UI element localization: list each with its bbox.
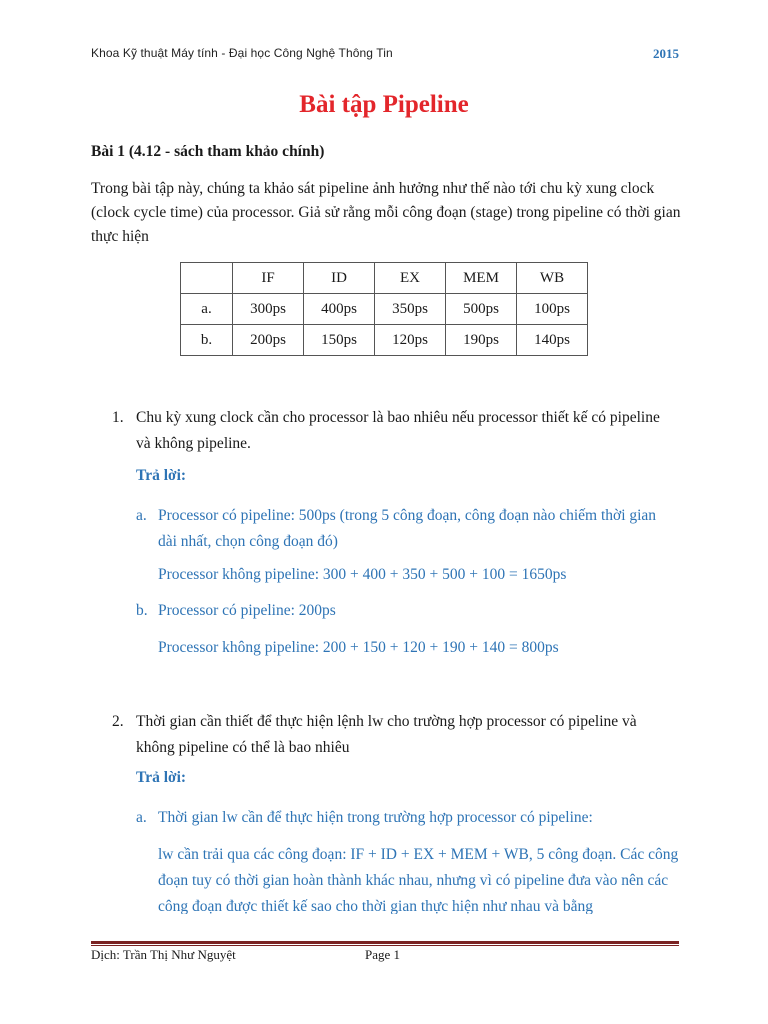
table-cell: 350ps [375,294,446,325]
footer-divider [91,941,679,944]
answer-text: Processor không pipeline: 300 + 400 + 350 + 500 + 100 = 1650ps [158,566,567,583]
answer-text: Thời gian lw cần để thực hiện trong trường hợp processor có pipeline: [158,809,593,826]
answer-text: Processor không pipeline: 200 + 150 + 120 + 190 + 140 = 800ps [158,639,559,656]
table-cell: 500ps [446,294,517,325]
table-header-cell: IF [233,263,304,294]
table-header-cell: WB [517,263,588,294]
answer-text: Processor có pipeline: 500ps (trong 5 công đoạn, công đoạn nào chiếm thời gian dài nhất, chọn công đoạn đó) [158,507,657,550]
table-header-row [181,263,588,294]
answer-text: lw cần trải qua các công đoạn: IF + ID + EX + MEM + WB, 5 công đoạn. Các công đoạn tuy có thời gian hoàn thành khác nhau, nhưng vì có pipeline đưa vào nên các công đoạn được thiết kế sao cho thời gian thực hiện như nhau và bằng [158,846,679,914]
page-title: Bài tập Pipeline [299,91,469,118]
question-number: 2. [112,713,124,730]
table-header-cell: MEM [446,263,517,294]
answer-text: Processor có pipeline: 200ps [158,602,336,619]
table-cell: 200ps [233,325,304,356]
table-header-cell: EX [375,263,446,294]
footer-translator: Dịch: Trần Thị Như Nguyệt [91,947,236,962]
table-row [181,325,588,356]
header-year: 2015 [653,46,679,61]
footer-page-number: Page 1 [365,947,401,962]
table-row [181,294,588,325]
answer-label: Trả lời: [136,467,187,484]
answer-marker: a. [136,809,147,826]
question-number: 1. [112,409,124,426]
table-cell: 120ps [375,325,446,356]
question-text: Chu kỳ xung clock cần cho processor là bao nhiêu nếu processor thiết kế có pipeline và không pipeline. [136,409,660,452]
intro-paragraph: Trong bài tập này, chúng ta khảo sát pipeline ảnh hưởng như thế nào tới chu kỳ xung clock (clock cycle time) của processor. Giả sử rằng mỗi công đoạn (stage) trong pipeline có thời gian thực hiện [91,180,681,245]
exercise-heading: Bài 1 (4.12 - sách tham khảo chính) [91,143,325,160]
footer-divider [91,945,679,946]
table-cell: b. [181,325,233,356]
table-header-cell: ID [304,263,375,294]
table-cell: 140ps [517,325,588,356]
answer-marker: b. [136,602,148,619]
table-cell: 190ps [446,325,517,356]
header-department: Khoa Kỹ thuật Máy tính - Đại học Công Nghệ Thông Tin [91,46,393,60]
question-text: Thời gian cần thiết để thực hiện lệnh lw cho trường hợp processor có pipeline và không pipeline có thể là bao nhiêu [136,713,637,756]
table-header-cell [181,263,233,294]
table-cell: 100ps [517,294,588,325]
table-cell: 300ps [233,294,304,325]
stage-time-table [180,262,588,356]
table-cell: 400ps [304,294,375,325]
answer-marker: a. [136,507,147,524]
answer-label: Trả lời: [136,769,187,786]
table-cell: a. [181,294,233,325]
table-cell: 150ps [304,325,375,356]
